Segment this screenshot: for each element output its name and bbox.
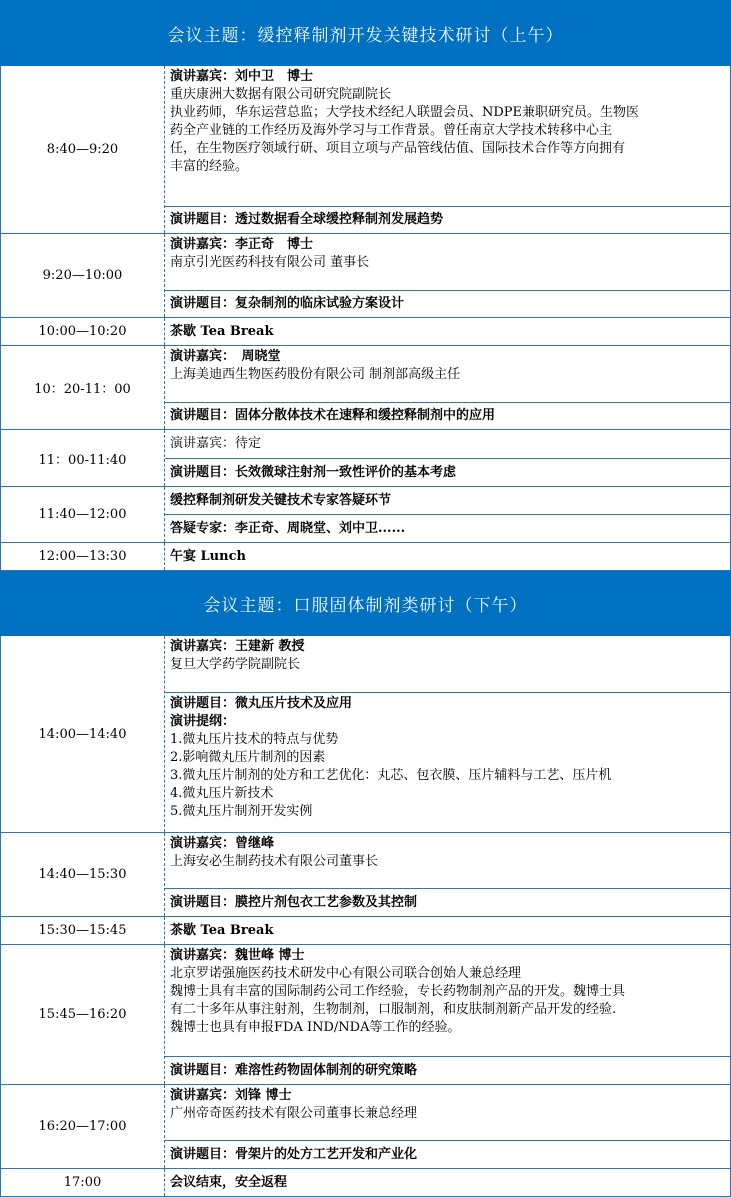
time-slot: 15:45—16:20	[1, 945, 165, 1084]
speaker-cell	[165, 1169, 730, 1196]
heading-line: 演讲嘉宾： 周晓堂	[170, 349, 281, 364]
heading-line: 演讲题目：难溶性药物固体制剂的研究策略	[170, 1062, 418, 1078]
heading-line: 演讲题目：透过数据看全球缓控释制剂发展趋势	[170, 212, 444, 228]
topic-cell	[165, 206, 730, 233]
session-details	[165, 1169, 730, 1196]
speaker-cell	[165, 234, 730, 290]
session-details	[165, 833, 730, 916]
time-slot: 15:30—15:45	[1, 917, 165, 944]
time-slot: 14:40—15:30	[1, 833, 165, 916]
heading-line: 答疑专家：李正奇、周晓堂、刘中卫......	[170, 520, 406, 536]
topic-cell	[165, 692, 730, 832]
agenda-row	[0, 917, 731, 945]
session-details	[165, 318, 730, 345]
session-details	[165, 66, 730, 233]
heading-line: 演讲题目：微丸压片技术及应用	[170, 695, 353, 711]
text-line: 5.微丸压片制剂开发实例	[170, 803, 313, 819]
heading-line: 演讲题目：长效微球注射剂一致性评价的基本考虑	[170, 464, 457, 480]
text-line: 丰富的经验。	[170, 159, 249, 174]
speaker-cell	[165, 487, 730, 514]
heading-line: 演讲嘉宾：刘锋 博士	[170, 1088, 292, 1103]
topic-cell	[165, 1056, 730, 1084]
heading-line: 演讲嘉宾：魏世峰 博士	[170, 948, 305, 963]
heading-line: 演讲题目：固体分散体技术在速释和缓控释制剂中的应用	[170, 408, 496, 424]
session-details	[165, 945, 730, 1084]
agenda-row	[0, 1169, 731, 1197]
text-line: 广州帝奇医药技术有限公司董事长兼总经理	[170, 1106, 418, 1121]
time-slot: 12:00—13:30	[1, 543, 165, 570]
agenda-row	[0, 945, 731, 1085]
agenda-row	[0, 833, 731, 917]
speaker-cell	[165, 430, 730, 458]
text-line: 上海美迪西生物医药股份有限公司 制剂部高级主任	[170, 367, 461, 382]
text-line: 魏博士也具有申报FDA IND/NDA等工作的经验。	[170, 1020, 461, 1035]
speaker-cell	[165, 346, 730, 402]
agenda-row	[0, 636, 731, 833]
time-slot: 17:00	[1, 1169, 165, 1196]
time-slot: 16:20—17:00	[1, 1085, 165, 1168]
text-line: 演讲嘉宾：待定	[170, 436, 262, 452]
agenda-row	[0, 234, 731, 318]
text-line: 重庆康洲大数据有限公司研究院副院长	[170, 87, 392, 102]
heading-line: 演讲题目：膜控片剂包衣工艺参数及其控制	[170, 894, 418, 910]
text-line: 药全产业链的工作经历及海外学习与工作背景。曾任南京大学技术转移中心主	[170, 123, 613, 138]
session-details	[165, 430, 730, 486]
time-slot: 9:20—10:00	[1, 234, 165, 317]
session-details	[165, 636, 730, 832]
text-line: 魏博士具有丰富的国际制药公司工作经验，专长药物制剂产品的开发。魏博士具	[170, 984, 626, 999]
time-slot: 10：20-11：00	[1, 346, 165, 429]
heading-line: 茶歇 Tea Break	[170, 922, 274, 938]
agenda-row	[0, 1085, 731, 1169]
heading-line: 茶歇 Tea Break	[170, 323, 274, 339]
text-line: 3.微丸压片制剂的处方和工艺优化：丸芯、包衣膜、压片辅料与工艺、压片机	[170, 767, 612, 783]
speaker-cell	[165, 833, 730, 888]
heading-line: 演讲提纲：	[170, 713, 236, 729]
agenda-row	[0, 543, 731, 571]
speaker-cell	[165, 636, 730, 692]
heading-line: 缓控释制剂研发关键技术专家答疑环节	[170, 492, 392, 508]
text-line: 复旦大学药学院副院长	[170, 657, 301, 672]
session-details	[165, 487, 730, 542]
session-details	[165, 543, 730, 570]
text-line: 1.微丸压片技术的特点与优势	[170, 731, 339, 747]
session-theme-header: 会议主题：口服固体制剂类研讨（下午）	[0, 571, 731, 636]
topic-cell	[165, 290, 730, 317]
topic-cell	[165, 514, 730, 542]
time-slot: 11:40—12:00	[1, 487, 165, 542]
speaker-cell	[165, 1085, 730, 1140]
heading-line: 演讲题目：复杂制剂的临床试验方案设计	[170, 296, 405, 312]
topic-cell	[165, 402, 730, 429]
heading-line: 演讲嘉宾：刘中卫 博士	[170, 69, 314, 84]
session-details	[165, 346, 730, 429]
topic-cell	[165, 1140, 730, 1168]
heading-line: 会议结束，安全返程	[170, 1174, 288, 1190]
text-line: 4.微丸压片新技术	[170, 785, 274, 801]
speaker-cell	[165, 945, 730, 1056]
text-line: 北京罗诺强施医药技术研发中心有限公司联合创始人兼总经理	[170, 966, 522, 981]
heading-line: 演讲嘉宾：李正奇 博士	[170, 237, 314, 252]
time-slot: 10:00—10:20	[1, 318, 165, 345]
time-slot: 11：00-11:40	[1, 430, 165, 486]
text-line: 任，在生物医疗领域行研、项目立项与产品管线估值、国际技术合作等方向拥有	[170, 141, 626, 156]
session-details	[165, 234, 730, 317]
speaker-cell	[165, 917, 730, 944]
topic-cell	[165, 458, 730, 486]
heading-line: 演讲嘉宾：曾继峰	[170, 836, 275, 851]
text-line: 执业药师，华东运营总监；大学技术经纪人联盟会员、NDPE兼职研究员。生物医	[170, 105, 640, 120]
session-details	[165, 1085, 730, 1168]
session-details	[165, 917, 730, 944]
agenda-row	[0, 318, 731, 346]
heading-line: 午宴 Lunch	[170, 548, 246, 564]
speaker-cell	[165, 543, 730, 570]
agenda-row	[0, 66, 731, 234]
agenda-row	[0, 430, 731, 487]
agenda-row	[0, 346, 731, 430]
agenda-row	[0, 487, 731, 543]
speaker-cell	[165, 66, 730, 206]
text-line: 2.影响微丸压片制剂的因素	[170, 749, 326, 765]
text-line: 有二十多年从事注射剂，生物制剂，口服制剂，和皮肤制剂新产品开发的经验.	[170, 1002, 617, 1017]
text-line: 上海安必生制药技术有限公司董事长	[170, 854, 379, 869]
time-slot: 14:00—14:40	[1, 636, 165, 832]
session-theme-header: 会议主题：缓控释制剂开发关键技术研讨（上午）	[0, 0, 731, 66]
heading-line: 演讲嘉宾：王建新 教授	[170, 639, 305, 654]
speaker-cell	[165, 318, 730, 345]
text-line: 南京引光医药科技有限公司 董事长	[170, 255, 370, 270]
topic-cell	[165, 888, 730, 916]
heading-line: 演讲题目：骨架片的处方工艺开发和产业化	[170, 1146, 418, 1162]
time-slot: 8:40—9:20	[1, 66, 165, 233]
